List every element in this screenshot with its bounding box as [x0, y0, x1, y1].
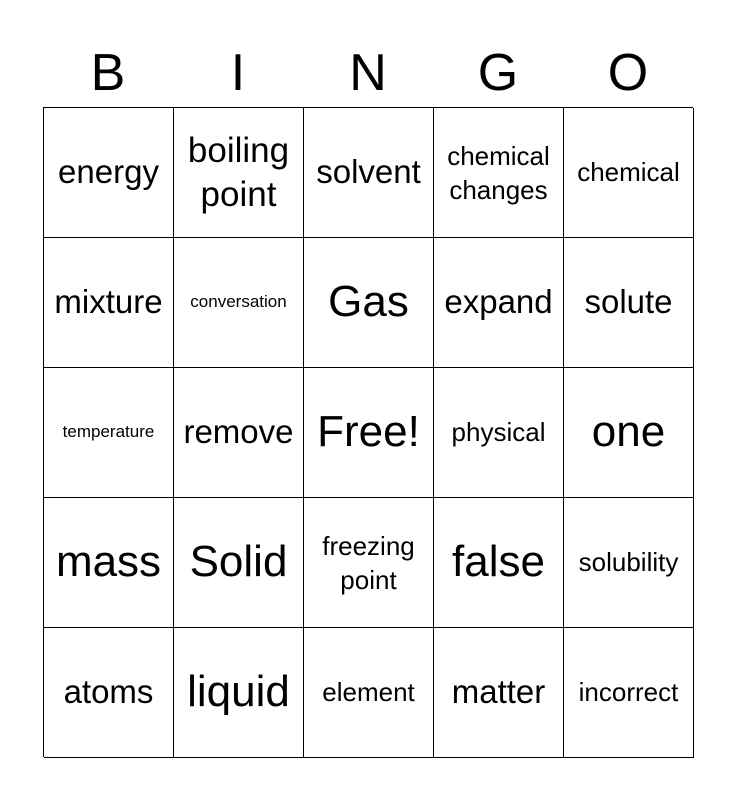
bingo-cell[interactable]: physical — [434, 368, 564, 498]
bingo-cell[interactable]: energy — [44, 108, 174, 238]
bingo-cell[interactable]: solute — [564, 238, 694, 368]
bingo-cell[interactable]: remove — [174, 368, 304, 498]
header-letter-i: I — [230, 44, 246, 102]
header-letter-g: G — [477, 44, 519, 102]
bingo-header — [43, 42, 693, 104]
bingo-grid — [43, 107, 693, 757]
header-letter-n: N — [349, 44, 387, 102]
bingo-cell[interactable]: atoms — [44, 628, 174, 758]
bingo-cell[interactable]: false — [434, 498, 564, 628]
bingo-cell[interactable]: matter — [434, 628, 564, 758]
bingo-cell[interactable]: solubility — [564, 498, 694, 628]
bingo-cell[interactable]: one — [564, 368, 694, 498]
bingo-cell[interactable]: mass — [44, 498, 174, 628]
bingo-cell[interactable]: boiling point — [174, 108, 304, 238]
bingo-cell[interactable]: chemical — [564, 108, 694, 238]
header-letter-o: O — [607, 44, 649, 102]
bingo-cell[interactable]: liquid — [174, 628, 304, 758]
bingo-cell[interactable]: mixture — [44, 238, 174, 368]
free-space-cell[interactable]: Free! — [304, 368, 434, 498]
bingo-cell[interactable]: Solid — [174, 498, 304, 628]
bingo-cell[interactable]: conversation — [174, 238, 304, 368]
bingo-cell[interactable]: freezing point — [304, 498, 434, 628]
header-letter-b: B — [90, 44, 126, 102]
bingo-cell[interactable]: temperature — [44, 368, 174, 498]
bingo-cell[interactable]: Gas — [304, 238, 434, 368]
bingo-cell[interactable]: expand — [434, 238, 564, 368]
bingo-cell[interactable]: chemical changes — [434, 108, 564, 238]
bingo-cell[interactable]: incorrect — [564, 628, 694, 758]
bingo-cell[interactable]: solvent — [304, 108, 434, 238]
bingo-cell[interactable]: element — [304, 628, 434, 758]
